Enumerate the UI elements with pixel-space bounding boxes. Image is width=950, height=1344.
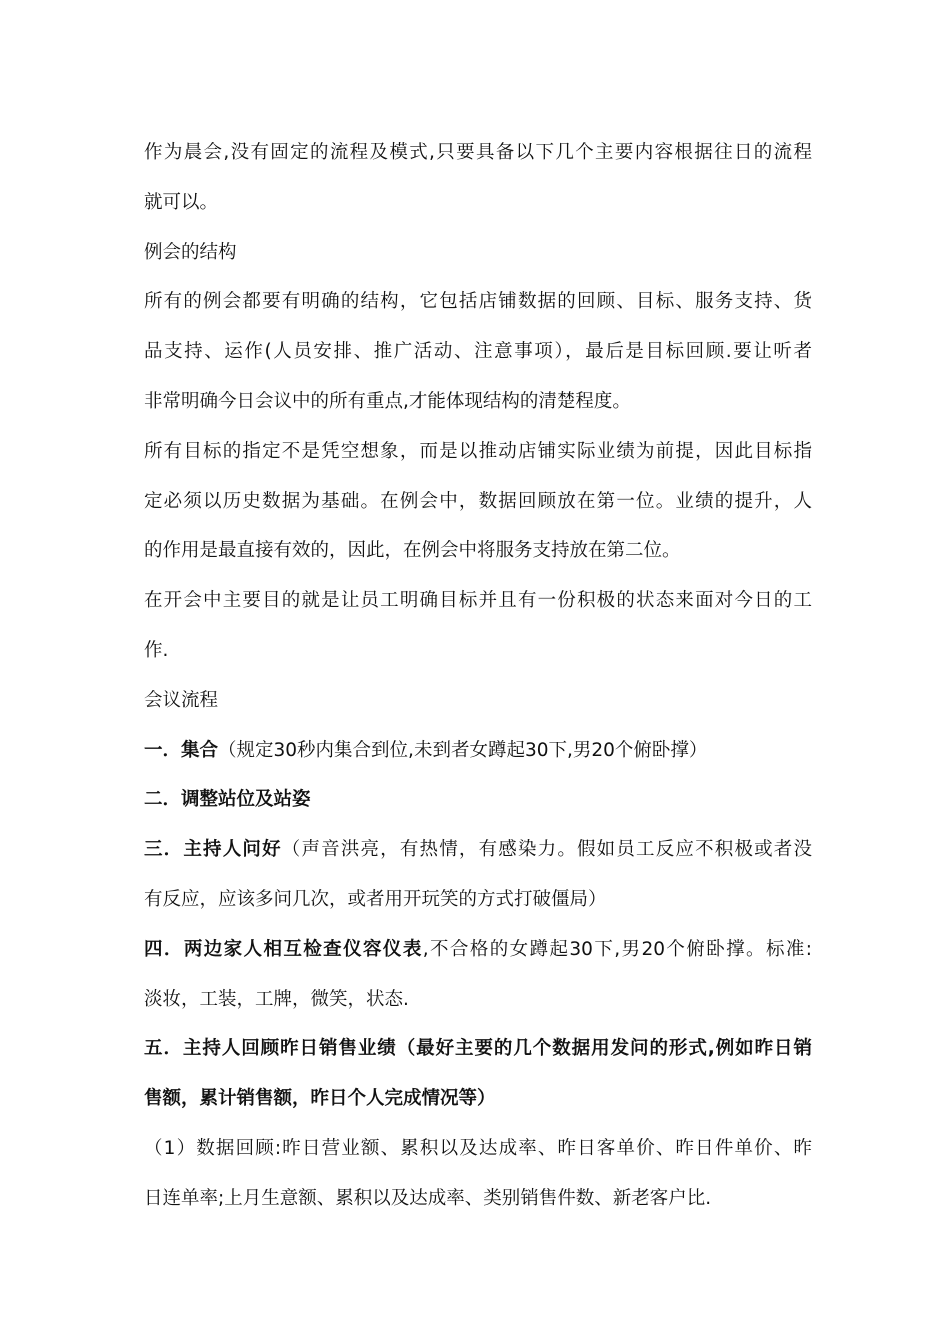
process-step-title: 三．主持人问好 [144,839,282,861]
process-step-3 [144,825,812,875]
text-line: 的作用是最直接有效的，因此，在例会中将服务支持放在第二位。 [144,540,681,562]
text-line: 品支持、运作(人员安排、推广活动、注意事项），最后是目标回顾.要让听者 [144,341,812,363]
text-line: 定必须以历史数据为基础。在例会中，数据回顾放在第一位。业绩的提升，人 [144,490,812,512]
process-step-5: 五．主持人回顾昨日销售业绩（最好主要的几个数据用发问的形式,例如昨日销 [144,1038,812,1060]
process-step-5-continued: 售额，累计销售额，昨日个人完成情况等） [144,1088,496,1110]
text-line: 日连单率;上月生意额、累积以及达成率、类别销售件数、新老客户比. [144,1187,712,1209]
text-line: 作为晨会,没有固定的流程及模式,只要具备以下几个主要内容根据往日的流程 [144,142,812,163]
process-step-title: 一．集合 [144,739,219,761]
section-heading-process: 会议流程 [144,689,219,711]
document-body [144,128,812,1224]
data-review-item: （1）数据回顾:昨日营业额、累积以及达成率、昨日客单价、昨日件单价、昨 [144,1137,812,1159]
process-step-4 [144,925,812,975]
section-heading-structure: 例会的结构 [144,241,237,263]
process-step-text: （规定30秒内集合到位,未到者女蹲起30下,男20个俯卧撑） [218,739,708,761]
text-line: 所有目标的指定不是凭空想象，而是以推动店铺实际业绩为前提，因此目标指 [144,440,812,462]
text-line: 所有的例会都要有明确的结构，它包括店铺数据的回顾、目标、服务支持、货 [144,291,812,313]
text-line: 在开会中主要目的就是让员工明确目标并且有一份积极的状态来面对今日的工 [144,590,812,612]
text-line: 作. [144,639,169,661]
text-line: 非常明确今日会议中的所有重点,才能体现结构的清楚程度。 [144,390,631,412]
text-line: 就可以。 [144,191,219,213]
process-step-2: 二．调整站位及站姿 [144,789,311,811]
text-line: 淡妆，工装，工牌，微笑，状态. [144,988,409,1010]
process-step-title: 四．两边家人相互检查仪容仪表 [144,938,423,960]
process-step-1 [144,726,812,776]
process-step-text: （声音洪亮，有热情，有感染力。假如员工反应不积极或者没 [281,839,812,861]
text-line: 有反应，应该多问几次，或者用开玩笑的方式打破僵局） [144,888,607,910]
process-step-text: ,不合格的女蹲起30下,男20个俯卧撑。标准: [422,938,812,960]
